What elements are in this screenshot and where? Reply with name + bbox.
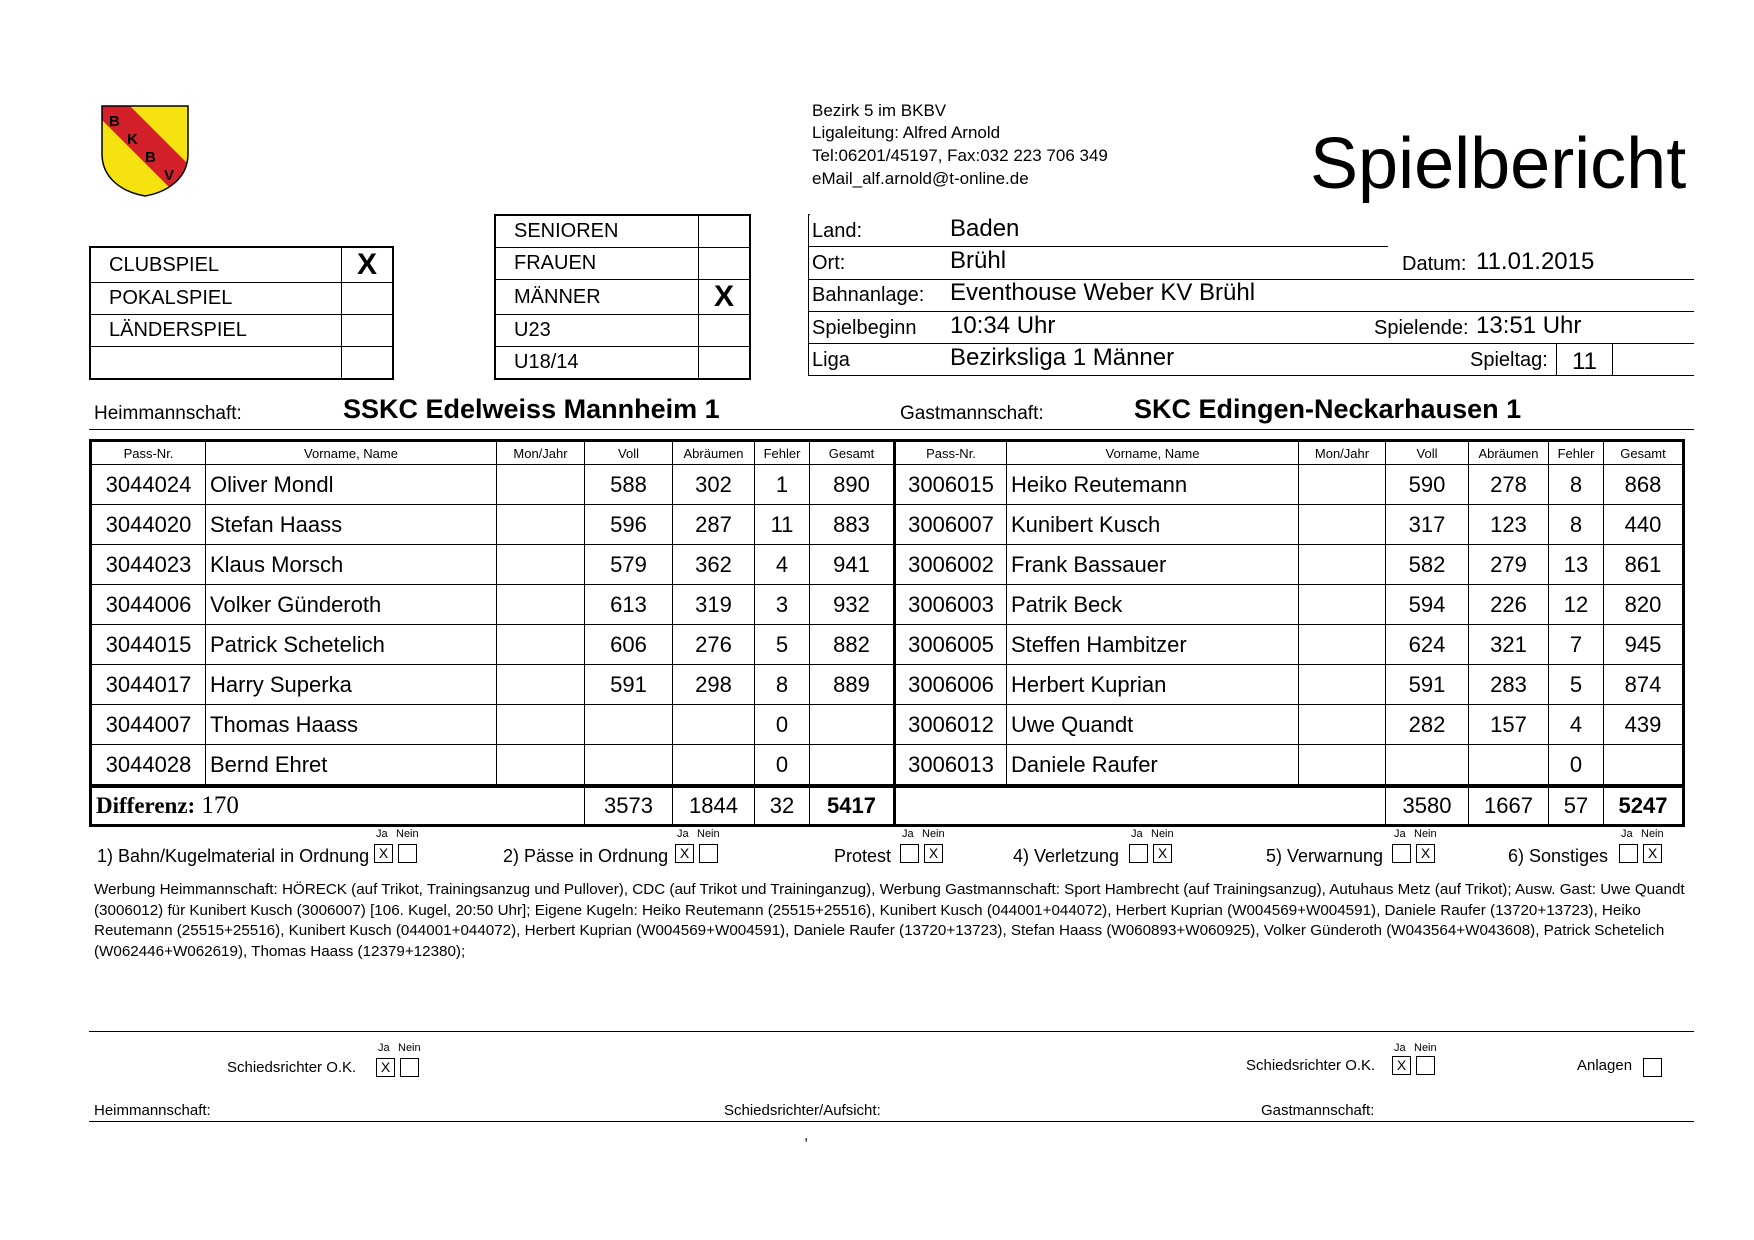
- check-nein-box[interactable]: X: [1643, 844, 1662, 863]
- game-type-label: POKALSPIEL: [90, 283, 342, 315]
- guest-player-pass: 3006013: [895, 745, 1007, 787]
- home-player-pass: 3044023: [91, 545, 206, 585]
- home-player-pass: 3044028: [91, 745, 206, 787]
- spielbeginn-value: 10:34 Uhr: [950, 312, 1056, 339]
- col-header: Fehler: [1549, 441, 1604, 465]
- guest-player-fehler: 7: [1549, 625, 1604, 665]
- home-total-abr: 1844: [673, 786, 755, 826]
- check-label: 6) Sonstiges: [1508, 846, 1609, 866]
- guest-player-gesamt: 945: [1604, 625, 1684, 665]
- home-player-gesamt: [810, 705, 895, 745]
- nein-label: Nein: [1414, 1042, 1437, 1054]
- ja-label: Ja: [1394, 1042, 1406, 1054]
- home-player-name: Volker Günderoth: [206, 585, 497, 625]
- home-player-voll: 579: [585, 545, 673, 585]
- home-player-abr: [673, 745, 755, 787]
- liga-label: Liga: [812, 349, 850, 371]
- home-player-fehler: 8: [755, 665, 810, 705]
- col-header: Abräumen: [1469, 441, 1549, 465]
- guest-player-pass: 3006002: [895, 545, 1007, 585]
- home-referee-ja-box[interactable]: X: [376, 1058, 395, 1077]
- col-header: Voll: [585, 441, 673, 465]
- nein-label: Nein: [922, 828, 945, 840]
- guest-player-voll: 317: [1386, 505, 1469, 545]
- check-ja-box[interactable]: [1392, 844, 1411, 863]
- contact-district: Bezirk 5 im BKBV: [812, 101, 947, 120]
- check-ja-box[interactable]: X: [374, 844, 393, 863]
- guest-player-mon: [1299, 465, 1386, 505]
- category-label: FRAUEN: [495, 248, 699, 280]
- guest-player-abr: 226: [1469, 585, 1549, 625]
- nein-label: Nein: [1151, 828, 1174, 840]
- guest-team-name: SKC Edingen-Neckarhausen 1: [1134, 394, 1522, 424]
- guest-total-abr: 1667: [1469, 786, 1549, 826]
- player-row: [91, 705, 1684, 745]
- home-referee-ok-label: Schiedsrichter O.K.: [227, 1059, 357, 1076]
- home-player-name: Harry Superka: [206, 665, 497, 705]
- guest-player-mon: [1299, 585, 1386, 625]
- guest-player-abr: 279: [1469, 545, 1549, 585]
- home-player-gesamt: [810, 745, 895, 787]
- ja-label: Ja: [1621, 828, 1633, 840]
- home-player-abr: 298: [673, 665, 755, 705]
- land-label: Land:: [812, 220, 863, 242]
- check-nein-box[interactable]: X: [1416, 844, 1435, 863]
- guest-referee-ja-box[interactable]: X: [1392, 1056, 1411, 1075]
- guest-player-mon: [1299, 745, 1386, 787]
- game-type-row: [90, 283, 393, 315]
- guest-player-voll: 590: [1386, 465, 1469, 505]
- home-player-mon: [497, 665, 585, 705]
- home-player-voll: [585, 745, 673, 787]
- guest-player-gesamt: 868: [1604, 465, 1684, 505]
- guest-player-voll: 282: [1386, 705, 1469, 745]
- check-label: 2) Pässe in Ordnung: [503, 846, 669, 866]
- home-player-name: Thomas Haass: [206, 705, 497, 745]
- home-player-pass: 3044007: [91, 705, 206, 745]
- home-player-mon: [497, 505, 585, 545]
- category-row: [495, 280, 750, 315]
- remarks-text: Werbung Heimmannschaft: HÖRECK (auf Trikot, Trainingsanzug und Pullover), CDC (auf Trikot und Traininganzug), Werbung Gastmannschaft: Sport Hambrecht (auf Trainingsanzug), Autuhaus Metz (auf Trikot); Ausw. Gast: Uwe Quandt (3006012) für Kunibert Kusch (3006007) [106. Kugel, 20:50 Uhr]; Eigene Kugeln: Heiko Reutemann (25515+25516), Kunibert Kusch (044001+044072), Herbert Kuprian (W004569+W004591), Daniele Raufer (13720+13723), Heiko Reutemann (25515+25516), Kunibert Kusch (044001+044072), Herbert Kuprian (W004569+W004591), Daniele Raufer (13720+13723), Stefan Haass (W060893+W060925), Volker Günderoth (W043564+W043608), Patrick Schetelich (W062446+W062619), Thomas Haass (12379+12380);: [94, 881, 1685, 960]
- check-ja-box[interactable]: [1619, 844, 1638, 863]
- home-player-pass: 3044020: [91, 505, 206, 545]
- guest-referee-nein-box[interactable]: [1416, 1056, 1435, 1075]
- team-underline: [89, 429, 1694, 430]
- guest-player-fehler: 13: [1549, 545, 1604, 585]
- col-header: Pass-Nr.: [91, 441, 206, 465]
- home-player-fehler: 3: [755, 585, 810, 625]
- home-player-mon: [497, 705, 585, 745]
- ort-label: Ort:: [812, 252, 846, 274]
- home-referee-nein-box[interactable]: [400, 1058, 419, 1077]
- ort-value: Brühl: [950, 247, 1007, 274]
- game-type-label: [90, 347, 342, 380]
- anlagen-label: Anlagen: [1577, 1057, 1633, 1074]
- results-header-row: [91, 441, 1684, 465]
- guest-player-fehler: 8: [1549, 465, 1604, 505]
- home-total-voll: 3573: [585, 786, 673, 826]
- category-row: [495, 315, 750, 347]
- category-row: [495, 347, 750, 380]
- home-player-name: Patrick Schetelich: [206, 625, 497, 665]
- page-title: Spielbericht: [1310, 124, 1687, 204]
- guest-player-voll: [1386, 745, 1469, 787]
- guest-player-fehler: 5: [1549, 665, 1604, 705]
- guest-player-name: Uwe Quandt: [1007, 705, 1299, 745]
- player-row: [91, 665, 1684, 705]
- home-player-voll: 588: [585, 465, 673, 505]
- guest-player-name: Heiko Reutemann: [1007, 465, 1299, 505]
- game-type-row: [90, 347, 393, 380]
- ja-label: Ja: [677, 828, 689, 840]
- guest-player-voll: 594: [1386, 585, 1469, 625]
- logo-letter-b2: B: [145, 149, 156, 166]
- home-player-voll: [585, 705, 673, 745]
- game-type-mark[interactable]: [342, 347, 394, 380]
- guest-player-gesamt: 874: [1604, 665, 1684, 705]
- home-player-mon: [497, 585, 585, 625]
- home-player-abr: [673, 705, 755, 745]
- col-header: Vorname, Name: [206, 441, 497, 465]
- nein-label: Nein: [697, 828, 720, 840]
- home-player-name: Stefan Haass: [206, 505, 497, 545]
- guest-player-abr: 157: [1469, 705, 1549, 745]
- guest-player-gesamt: 820: [1604, 585, 1684, 625]
- home-player-fehler: 11: [755, 505, 810, 545]
- guest-total-voll: 3580: [1386, 786, 1469, 826]
- guest-player-voll: 624: [1386, 625, 1469, 665]
- col-header: Gesamt: [810, 441, 895, 465]
- guest-team-label: Gastmannschaft:: [900, 403, 1044, 424]
- check-label: Protest: [834, 846, 892, 866]
- home-total-gesamt: 5417: [810, 786, 895, 826]
- home-player-voll: 596: [585, 505, 673, 545]
- home-player-pass: 3044024: [91, 465, 206, 505]
- game-type-mark[interactable]: [342, 315, 394, 347]
- guest-player-abr: 278: [1469, 465, 1549, 505]
- signature-top-line: [89, 1031, 1694, 1032]
- player-row: [91, 465, 1684, 505]
- col-header: Mon/Jahr: [1299, 441, 1386, 465]
- home-player-abr: 362: [673, 545, 755, 585]
- home-player-abr: 276: [673, 625, 755, 665]
- home-player-mon: [497, 625, 585, 665]
- home-signature-label: Heimmannschaft:: [94, 1102, 211, 1119]
- bkbv-logo: [100, 104, 192, 198]
- home-player-gesamt: 890: [810, 465, 895, 505]
- category-mark[interactable]: [699, 215, 751, 248]
- spieltag-label: Spieltag:: [1470, 349, 1548, 371]
- nein-label: Nein: [396, 828, 419, 840]
- col-header: Pass-Nr.: [895, 441, 1007, 465]
- game-type-row: [90, 315, 393, 347]
- category-mark[interactable]: [699, 315, 751, 347]
- land-value: Baden: [950, 215, 1020, 242]
- guest-player-pass: 3006006: [895, 665, 1007, 705]
- player-row: [91, 585, 1684, 625]
- home-player-pass: 3044006: [91, 585, 206, 625]
- difference-label: Differenz:: [96, 793, 196, 818]
- home-player-voll: 613: [585, 585, 673, 625]
- signature-bottom-line: [89, 1121, 1694, 1122]
- guest-player-fehler: 12: [1549, 585, 1604, 625]
- logo-letter-k: K: [127, 131, 138, 148]
- difference-cell: [91, 786, 585, 826]
- logo-letter-v: V: [164, 167, 175, 184]
- spielende-value: 13:51 Uhr: [1476, 312, 1582, 339]
- guest-player-name: Daniele Raufer: [1007, 745, 1299, 787]
- info-left-border: [808, 214, 809, 376]
- check-label: 1) Bahn/Kugelmaterial in Ordnung: [97, 846, 370, 866]
- home-player-mon: [497, 545, 585, 585]
- home-team-label: Heimmannschaft:: [94, 403, 242, 424]
- home-player-fehler: 4: [755, 545, 810, 585]
- check-nein-box[interactable]: [398, 844, 417, 863]
- home-player-mon: [497, 745, 585, 787]
- home-player-voll: 591: [585, 665, 673, 705]
- guest-player-abr: 123: [1469, 505, 1549, 545]
- category-row: [495, 215, 750, 248]
- category-label: U23: [495, 315, 699, 347]
- check-ja-box[interactable]: X: [675, 844, 694, 863]
- home-player-gesamt: 883: [810, 505, 895, 545]
- guest-player-voll: 582: [1386, 545, 1469, 585]
- stray-comma: ,: [804, 1127, 809, 1144]
- category-mark[interactable]: [699, 347, 751, 380]
- guest-player-voll: 591: [1386, 665, 1469, 705]
- guest-signature-label: Gastmannschaft:: [1261, 1102, 1375, 1119]
- check-nein-box[interactable]: X: [1153, 844, 1172, 863]
- guest-player-fehler: 4: [1549, 705, 1604, 745]
- ja-label: Ja: [902, 828, 914, 840]
- spieltag-box-right: [1612, 343, 1613, 375]
- bahnanlage-value: Eventhouse Weber KV Brühl: [950, 279, 1256, 306]
- home-player-abr: 319: [673, 585, 755, 625]
- category-box: [494, 214, 751, 380]
- check-label: 4) Verletzung: [1013, 846, 1120, 866]
- contact-league-lead: Ligaleitung: Alfred Arnold: [812, 123, 1001, 142]
- datum-label: Datum:: [1402, 253, 1467, 275]
- game-type-label: LÄNDERSPIEL: [90, 315, 342, 347]
- spielbeginn-label: Spielbeginn: [812, 317, 917, 339]
- guest-player-fehler: 0: [1549, 745, 1604, 787]
- guest-player-abr: 321: [1469, 625, 1549, 665]
- home-player-fehler: 0: [755, 705, 810, 745]
- home-player-abr: 302: [673, 465, 755, 505]
- home-player-pass: 3044017: [91, 665, 206, 705]
- game-type-mark[interactable]: X: [342, 247, 394, 283]
- guest-player-mon: [1299, 705, 1386, 745]
- home-player-fehler: 1: [755, 465, 810, 505]
- guest-player-name: Kunibert Kusch: [1007, 505, 1299, 545]
- guest-player-pass: 3006012: [895, 705, 1007, 745]
- category-label: U18/14: [495, 347, 699, 380]
- home-total-fehler: 32: [755, 786, 810, 826]
- check-ja-box[interactable]: [1129, 844, 1148, 863]
- category-row: [495, 248, 750, 280]
- guest-player-mon: [1299, 665, 1386, 705]
- home-player-fehler: 5: [755, 625, 810, 665]
- info-divider: [808, 343, 1694, 344]
- col-header: Mon/Jahr: [497, 441, 585, 465]
- liga-value: Bezirksliga 1 Männer: [950, 344, 1175, 371]
- game-type-row: [90, 247, 393, 283]
- contact-email: eMail_alf.arnold@t-online.de: [812, 169, 1029, 188]
- info-divider: [808, 375, 1694, 376]
- home-player-abr: 287: [673, 505, 755, 545]
- spieltag-box-left: [1556, 343, 1557, 375]
- home-player-pass: 3044015: [91, 625, 206, 665]
- guest-player-abr: [1469, 745, 1549, 787]
- anlagen-checkbox[interactable]: [1643, 1058, 1662, 1077]
- player-row: [91, 545, 1684, 585]
- player-row: [91, 505, 1684, 545]
- home-team-name: SSKC Edelweiss Mannheim 1: [343, 394, 720, 424]
- home-player-name: Klaus Morsch: [206, 545, 497, 585]
- guest-player-mon: [1299, 545, 1386, 585]
- category-mark[interactable]: X: [699, 280, 751, 315]
- guest-player-pass: 3006007: [895, 505, 1007, 545]
- check-nein-box[interactable]: X: [924, 844, 943, 863]
- col-header: Voll: [1386, 441, 1469, 465]
- ja-label: Ja: [1131, 828, 1143, 840]
- check-nein-box[interactable]: [699, 844, 718, 863]
- guest-player-mon: [1299, 625, 1386, 665]
- guest-player-name: Herbert Kuprian: [1007, 665, 1299, 705]
- category-label: MÄNNER: [495, 280, 699, 315]
- guest-player-fehler: 8: [1549, 505, 1604, 545]
- datum-value: 11.01.2015: [1476, 248, 1595, 275]
- game-type-mark[interactable]: [342, 283, 394, 315]
- category-label: SENIOREN: [495, 215, 699, 248]
- guest-player-abr: 283: [1469, 665, 1549, 705]
- guest-total-gesamt: 5247: [1604, 786, 1684, 826]
- guest-referee-ok-label: Schiedsrichter O.K.: [1246, 1057, 1376, 1074]
- home-player-gesamt: 932: [810, 585, 895, 625]
- spieltag-value: 11: [1572, 348, 1597, 375]
- nein-label: Nein: [1414, 828, 1437, 840]
- ja-label: Ja: [1394, 828, 1406, 840]
- ja-label: Ja: [376, 828, 388, 840]
- contact-phone: Tel:06201/45197, Fax:032 223 706 349: [812, 146, 1108, 165]
- check-ja-box[interactable]: [900, 844, 919, 863]
- check-label: 5) Verwarnung: [1266, 846, 1384, 866]
- guest-player-pass: 3006003: [895, 585, 1007, 625]
- col-header: Abräumen: [673, 441, 755, 465]
- home-player-gesamt: 889: [810, 665, 895, 705]
- checks-row: [0, 828, 1754, 878]
- home-player-voll: 606: [585, 625, 673, 665]
- home-player-mon: [497, 465, 585, 505]
- logo-letter-b: B: [109, 113, 120, 130]
- spielende-label: Spielende:: [1374, 317, 1469, 339]
- guest-player-mon: [1299, 505, 1386, 545]
- guest-total-fehler: 57: [1549, 786, 1604, 826]
- game-type-label: CLUBSPIEL: [90, 247, 342, 283]
- difference-value: 170: [201, 792, 239, 819]
- player-row: [91, 745, 1684, 787]
- col-header: Fehler: [755, 441, 810, 465]
- guest-player-name: Steffen Hambitzer: [1007, 625, 1299, 665]
- col-header: Gesamt: [1604, 441, 1684, 465]
- guest-player-gesamt: 439: [1604, 705, 1684, 745]
- game-type-box: [89, 246, 394, 380]
- referee-signature-label: Schiedsrichter/Aufsicht:: [724, 1102, 881, 1119]
- nein-label: Nein: [398, 1042, 421, 1054]
- player-row: [91, 625, 1684, 665]
- home-player-gesamt: 941: [810, 545, 895, 585]
- ja-label: Ja: [378, 1042, 390, 1054]
- guest-player-gesamt: 440: [1604, 505, 1684, 545]
- guest-player-name: Patrik Beck: [1007, 585, 1299, 625]
- guest-player-pass: 3006005: [895, 625, 1007, 665]
- guest-total-blank: [895, 786, 1386, 826]
- totals-row: [91, 786, 1684, 826]
- home-player-name: Bernd Ehret: [206, 745, 497, 787]
- guest-player-gesamt: [1604, 745, 1684, 787]
- info-divider: [808, 246, 1388, 247]
- bahnanlage-label: Bahnanlage:: [812, 284, 925, 306]
- home-player-name: Oliver Mondl: [206, 465, 497, 505]
- guest-player-gesamt: 861: [1604, 545, 1684, 585]
- home-player-fehler: 0: [755, 745, 810, 787]
- guest-player-name: Frank Bassauer: [1007, 545, 1299, 585]
- nein-label: Nein: [1641, 828, 1664, 840]
- category-mark[interactable]: [699, 248, 751, 280]
- guest-player-pass: 3006015: [895, 465, 1007, 505]
- col-header: Vorname, Name: [1007, 441, 1299, 465]
- home-player-gesamt: 882: [810, 625, 895, 665]
- results-table: [89, 439, 1685, 827]
